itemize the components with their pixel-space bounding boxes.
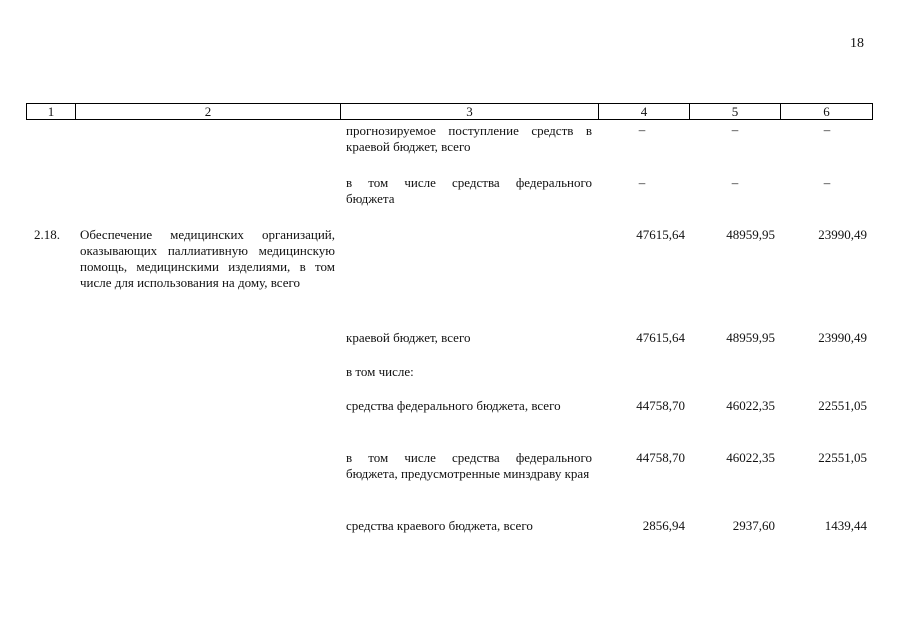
value-col5: 46022,35 — [726, 450, 775, 465]
value-col4: 2856,94 — [642, 518, 685, 533]
value-col5: 46022,35 — [726, 398, 775, 413]
header-col-2: 2 — [76, 104, 341, 119]
value-col6: 23990,49 — [818, 227, 867, 242]
row-description: краевой бюджет, всего — [346, 330, 471, 345]
value-col6: 22551,05 — [818, 450, 867, 465]
row-description: средства федерального бюджета, всего — [346, 398, 561, 413]
value-col6: – — [823, 175, 831, 190]
value-col4: – — [638, 122, 646, 137]
value-col4: 44758,70 — [636, 398, 685, 413]
item-name: Обеспечение медицинских организаций, оказывающих паллиативную медицинскую помощь, медицинскими изделиями, в том числе для использования на дому, всего — [80, 227, 335, 290]
value-col5: 48959,95 — [726, 330, 775, 345]
page-number: 18 — [850, 36, 864, 51]
value-col4: 47615,64 — [636, 330, 685, 345]
row-description: в том числе средства федерального бюджета — [346, 175, 592, 206]
value-col4: 47615,64 — [636, 227, 685, 242]
header-col-6: 6 — [823, 104, 830, 119]
value-col4: – — [638, 175, 646, 190]
table-header — [26, 103, 873, 120]
value-col5: 48959,95 — [726, 227, 775, 242]
value-col5: 2937,60 — [732, 518, 775, 533]
row-description: в том числе средства федерального бюджета, предусмотренные минздраву края — [346, 450, 592, 481]
header-col-3: 3 — [341, 104, 599, 119]
item-number: 2.18. — [34, 227, 60, 242]
value-col6: 1439,44 — [824, 518, 867, 533]
row-description: в том числе: — [346, 364, 414, 379]
value-col4: 44758,70 — [636, 450, 685, 465]
header-col-4: 4 — [599, 104, 690, 119]
value-col6: 23990,49 — [818, 330, 867, 345]
value-col6: – — [823, 122, 831, 137]
value-col5: – — [731, 122, 739, 137]
value-col6: 22551,05 — [818, 398, 867, 413]
header-col-1: 1 — [27, 104, 76, 119]
row-description: средства краевого бюджета, всего — [346, 518, 533, 533]
header-col-5: 5 — [690, 104, 781, 119]
row-description: прогнозируемое поступление средств в краевой бюджет, всего — [346, 123, 592, 154]
value-col5: – — [731, 175, 739, 190]
